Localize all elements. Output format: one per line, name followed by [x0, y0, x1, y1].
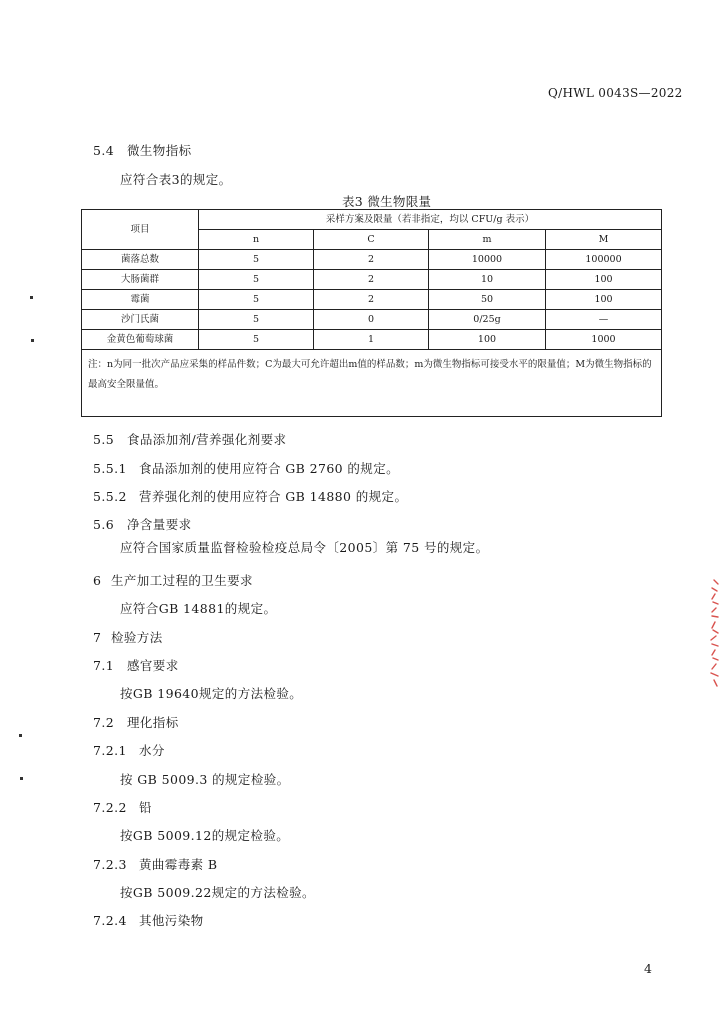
- section-number: 5.6: [93, 517, 115, 532]
- section-heading: [93, 713, 179, 731]
- cell-m: 0/25g: [429, 310, 546, 330]
- cell-n: 5: [199, 330, 314, 350]
- cell-c: 2: [314, 270, 429, 290]
- section-number: 5.5: [93, 432, 115, 447]
- paragraph: 按GB 19640规定的方法检验。: [120, 686, 303, 701]
- scan-speck: [31, 339, 34, 342]
- section-title: 感官要求: [127, 658, 179, 673]
- scan-speck: [20, 777, 23, 780]
- header-item: 项目: [82, 210, 199, 250]
- header-n: n: [199, 230, 314, 250]
- clause-number: 7.2.4: [93, 913, 127, 928]
- table-caption: 表3 微生物限量: [342, 194, 432, 209]
- header-c: C: [314, 230, 429, 250]
- paragraph: 应符合GB 14881的规定。: [120, 601, 277, 616]
- table-row: [82, 290, 662, 310]
- header-m: m: [429, 230, 546, 250]
- seal-stamp-fragment: [706, 578, 720, 690]
- cell-item: 霉菌: [82, 290, 199, 310]
- paragraph: 按GB 5009.12的规定检验。: [120, 828, 290, 843]
- clause-title: 铅: [139, 800, 152, 815]
- clause: [93, 487, 407, 505]
- cell-m: 10: [429, 270, 546, 290]
- clause: [93, 741, 165, 759]
- cell-M: 100: [546, 270, 662, 290]
- cell-item: 金黄色葡萄球菌: [82, 330, 199, 350]
- cell-M: 100000: [546, 250, 662, 270]
- clause-number: 7.2.3: [93, 857, 127, 872]
- clause: [93, 798, 152, 816]
- clause-number: 5.5.2: [93, 489, 127, 504]
- clause-title: 黄曲霉毒素 B: [139, 857, 218, 872]
- clause-number: 7.2.2: [93, 800, 127, 815]
- cell-n: 5: [199, 310, 314, 330]
- cell-n: 5: [199, 250, 314, 270]
- clause-number: 5.5.1: [93, 461, 127, 476]
- cell-c: 2: [314, 290, 429, 310]
- cell-c: 0: [314, 310, 429, 330]
- microbial-limits-table: [81, 209, 662, 417]
- standard-code: Q/HWL 0043S—2022: [548, 86, 683, 100]
- cell-item: 大肠菌群: [82, 270, 199, 290]
- paragraph: 应符合表3的规定。: [120, 172, 232, 187]
- cell-M: 1000: [546, 330, 662, 350]
- clause: [93, 911, 204, 929]
- clause-title: 水分: [139, 743, 165, 758]
- section-number: 7.1: [93, 658, 115, 673]
- clause: [93, 459, 399, 477]
- table-note: 注：n为同一批次产品应采集的样品件数；C为最大可允许超出m值的样品数；m为微生物指标可接受水平的限量值；M为微生物指标的最高安全限量值。: [82, 350, 662, 417]
- cell-n: 5: [199, 270, 314, 290]
- cell-M: —: [546, 310, 662, 330]
- cell-m: 100: [429, 330, 546, 350]
- section-heading: [93, 141, 192, 159]
- clause: [93, 855, 217, 873]
- cell-n: 5: [199, 290, 314, 310]
- header-group: 采样方案及限量（若非指定，均以 CFU/g 表示）: [199, 210, 662, 230]
- scan-speck: [19, 734, 22, 737]
- cell-M: 100: [546, 290, 662, 310]
- cell-item: 沙门氏菌: [82, 310, 199, 330]
- clause-text: 食品添加剂的使用应符合 GB 2760 的规定。: [139, 461, 400, 476]
- section-title: 食品添加剂/营养强化剂要求: [127, 432, 287, 447]
- cell-item: 菌落总数: [82, 250, 199, 270]
- section-heading: [93, 515, 192, 533]
- header-M: M: [546, 230, 662, 250]
- cell-c: 2: [314, 250, 429, 270]
- section-number: 7.2: [93, 715, 115, 730]
- section-number: 5.4: [93, 143, 115, 158]
- section-heading: [93, 628, 163, 646]
- cell-m: 10000: [429, 250, 546, 270]
- section-number: 6: [93, 573, 102, 588]
- paragraph: 按GB 5009.22规定的方法检验。: [120, 885, 315, 900]
- section-heading: [93, 571, 253, 589]
- section-title: 检验方法: [111, 630, 163, 645]
- section-heading: [93, 430, 286, 448]
- scan-speck: [30, 296, 33, 299]
- clause-title: 其他污染物: [139, 913, 204, 928]
- clause-text: 营养强化剂的使用应符合 GB 14880 的规定。: [139, 489, 408, 504]
- paragraph: 按 GB 5009.3 的规定检验。: [120, 772, 290, 787]
- section-title: 微生物指标: [127, 143, 192, 158]
- cell-c: 1: [314, 330, 429, 350]
- table-row: [82, 330, 662, 350]
- section-heading: [93, 656, 179, 674]
- table-row: [82, 250, 662, 270]
- cell-m: 50: [429, 290, 546, 310]
- page-number: 4: [644, 961, 653, 976]
- clause-number: 7.2.1: [93, 743, 127, 758]
- table-row: [82, 270, 662, 290]
- section-title: 理化指标: [127, 715, 179, 730]
- table-row: [82, 310, 662, 330]
- paragraph: 应符合国家质量监督检验检疫总局令〔2005〕第 75 号的规定。: [120, 540, 489, 555]
- section-title: 净含量要求: [127, 517, 192, 532]
- section-title: 生产加工过程的卫生要求: [111, 573, 253, 588]
- section-number: 7: [93, 630, 102, 645]
